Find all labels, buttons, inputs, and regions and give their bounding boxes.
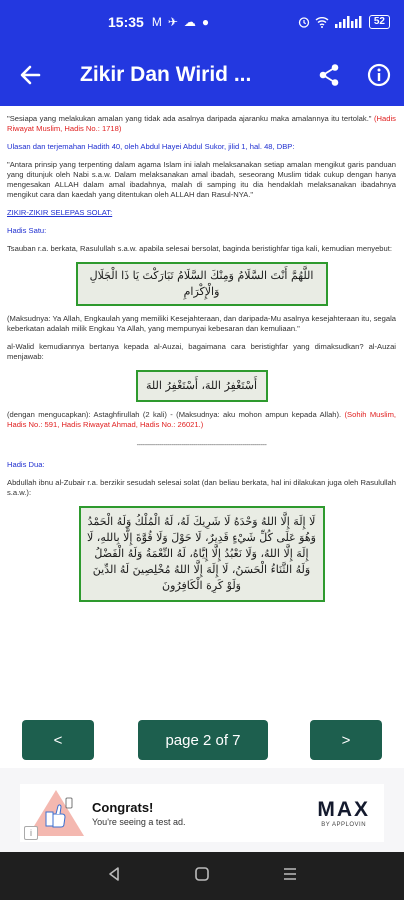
section-heading: ZIKIR-ZIKIR SELEPAS SOLAT:	[7, 208, 113, 217]
ad-subtitle: You're seeing a test ad.	[92, 816, 186, 827]
hadis-one-title: Hadis Satu:	[7, 226, 47, 235]
arabic-text-three: لَا إِلَهَ إِلَّا اللهُ وَحْدَهُ لَا شَرِيكَ لَهُ، لَهُ الْمُلْكُ وَلَهُ الْحَمْدُ وَهُوَ عَلَى كُلِّ شَيْءٍ قَدِيرٌ، لَا حَوْلَ وَلَا قُوَّةَ إِلَّا بِاللهِ، لَا إِلَهَ إِلَّا اللهُ، وَلَا نَعْبُدُ إِلَّا إِيَّاهُ، لَهُ النِّعْمَةُ وَلَهُ الْفَضْلُ وَلَهُ الثَّنَاءُ الْحَسَنُ، لَا إِلَهَ إِلَّا اللهُ مُخْلِصِينَ لَهُ الدِّينَ وَلَوْ كَرِهَ الْكَافِرُونَ	[87, 515, 316, 592]
hadis-one-reference: (Sohih Muslim, Hadis No.: 591, Hadis Riwayat Ahmad, Hadis No.: 26021.)	[7, 410, 396, 429]
arabic-image-two	[136, 370, 268, 402]
app-bar	[0, 44, 404, 106]
page-title: Zikir Dan Wirid ...	[80, 63, 252, 86]
back-button[interactable]	[0, 44, 60, 106]
nav-back-button[interactable]	[106, 866, 122, 887]
arabic-text-one: اللَّهُمَّ أَنْتَ السَّلَامُ وَمِنْكَ السَّلَامُ تَبَارَكْتَ يَا ذَا الْجَلَالِ وَالْإِكْرَامِ	[89, 269, 314, 298]
dot-icon: ●	[201, 15, 210, 29]
hadis-one-meaning: (Maksudnya: Ya Allah, Engkaulah yang memiliki Kesejahteraan, dan daripada-Mu asalnya kesejahteraan itu, segala keberkatan adalah milik Engkau Ya Allah, yang mempunyai kebesaran dan kemuliaan."	[7, 314, 396, 333]
previous-page-button[interactable]: <	[22, 720, 94, 760]
info-button[interactable]	[354, 44, 404, 106]
ad-banner[interactable]	[0, 768, 404, 852]
gmail-icon: M	[151, 15, 162, 29]
hadis-two-intro: Abdullah ibnu al-Zubair r.a. berzikir sesudah selesai solat (dan beliau berkata, hal ini dilakukan juga oleh Rasulullah s.a.w.):	[7, 478, 396, 497]
max-logo-text: MAX	[317, 798, 370, 821]
arabic-image-three	[79, 506, 325, 602]
ad-card[interactable]	[20, 784, 384, 842]
article-content	[0, 106, 404, 706]
paragraph-commentary-source: Ulasan dan terjemahan Hadith 40, oleh Abdul Hayei Abdul Sukor, jilid 1, hal. 48, DBP:	[7, 142, 295, 151]
applovin-logo	[317, 798, 370, 828]
back-arrow-icon	[19, 64, 41, 86]
paragraph-hadith-quote	[7, 114, 396, 134]
pager	[0, 712, 404, 768]
status-time: 15:35	[108, 14, 144, 30]
nav-home-icon	[194, 866, 210, 882]
arabic-image-one	[76, 262, 328, 306]
alarm-icon	[298, 16, 310, 28]
hadith-quote-text: "Sesiapa yang melakukan amalan yang tidak ada asalnya daripada ajaranku maka amalannya itu tertolak."	[7, 114, 372, 123]
nav-recents-icon	[282, 866, 298, 882]
hadis-two-title: Hadis Dua:	[7, 460, 45, 469]
status-bar	[0, 0, 404, 44]
page-indicator-button[interactable]: page 2 of 7	[138, 720, 268, 760]
info-icon	[367, 63, 391, 87]
ad-text	[92, 800, 185, 827]
astaghfirullah-meaning: (dengan mengucapkan): Astaghfirullah (2 kali) - (Maksudnya: aku mohon ampun kepada Allah).	[7, 410, 342, 419]
ad-info-icon[interactable]: i	[24, 826, 38, 840]
ad-title: Congrats!	[92, 799, 154, 815]
divider: ----------------------------------------------------------------	[136, 440, 267, 449]
next-page-button[interactable]: >	[310, 720, 382, 760]
hadis-one-answer	[7, 410, 396, 430]
nav-back-icon	[106, 866, 122, 882]
arabic-text-two: أَسْتَغْفِرُ اللهَ، أَسْتَغْفِرُ اللهَ	[146, 379, 257, 392]
paragraph-principle: "Antara prinsip yang terpenting dalam agama Islam ini ialah melaksanakan setiap amalan mengikut garis panduan yang ditunjuk oleh Nabi s.a.w. Dalam melaksanakan amal ibadah, seseorang Muslim tidak cukup dengan hanya mengesakan ALLAH dalam amal ibadahnya, malah di samping itu dia hendaklah melaksanakan ibadahnya mengikut cara dan kaedah yang ditentukan oleh ALLAH dan Rasul-NYA."	[7, 160, 396, 199]
share-icon	[318, 63, 340, 87]
signal-icon	[334, 16, 364, 28]
nav-recents-button[interactable]	[282, 866, 298, 887]
cloud-icon: ☁	[183, 15, 196, 29]
notification-icons	[152, 15, 209, 29]
hadith-reference: (Hadis Riwayat Muslim, Hadis No.: 1718)	[7, 114, 396, 133]
hadis-one-question: al-Walid kemudiannya bertanya kepada al-Auzai, bagaimana cara beristighfar yang dimaksudkan? al-Auzai menjawab:	[7, 342, 396, 361]
applovin-logo-sub: BY APPLOVIN	[321, 822, 367, 828]
telegram-icon: ✈	[167, 15, 178, 29]
wifi-icon	[315, 16, 329, 28]
status-right	[298, 15, 390, 29]
share-button[interactable]	[304, 44, 354, 106]
nav-home-button[interactable]	[194, 866, 210, 887]
battery-icon: 52	[369, 15, 390, 29]
system-nav-bar	[0, 852, 404, 900]
hadis-one-intro: Tsauban r.a. berkata, Rasulullah s.a.w. apabila selesai bersolat, baginda beristighfar tiga kali, kemudian menyebut:	[7, 244, 392, 253]
